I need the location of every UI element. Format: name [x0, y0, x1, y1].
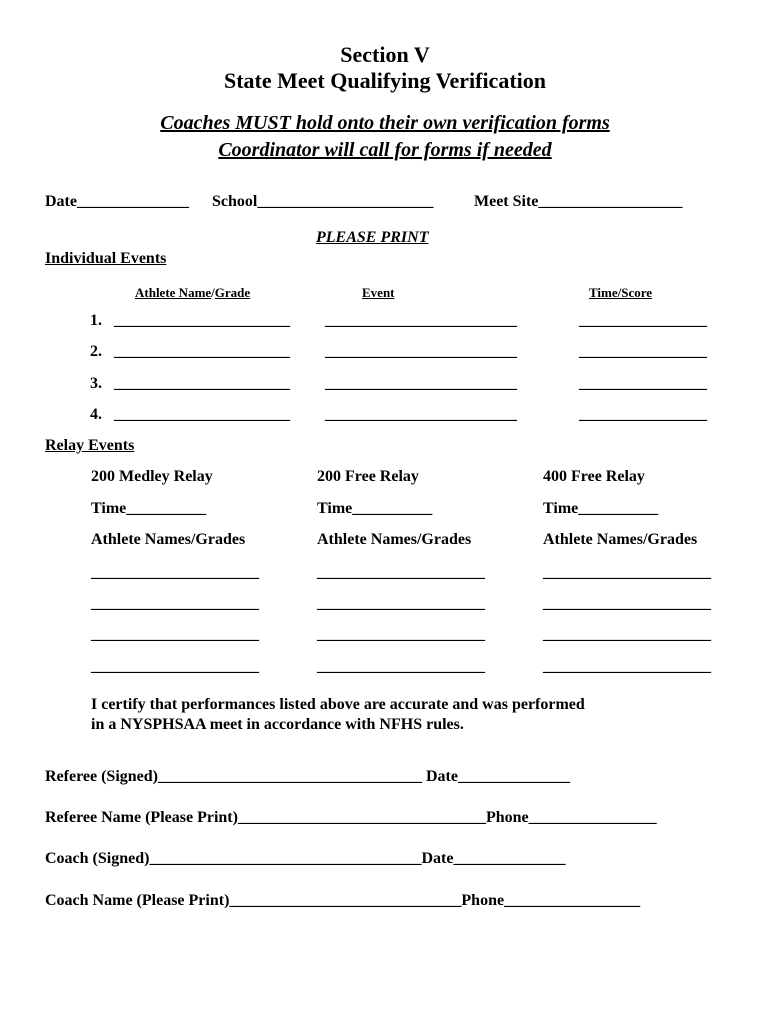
- row-number: 1.: [90, 312, 102, 329]
- coaches-note: Coaches MUST hold onto their own verification forms: [160, 112, 610, 134]
- relay-athlete-field[interactable]: _____________________: [543, 626, 711, 643]
- coach-signed-field[interactable]: Coach (Signed)__________________________________Date______________: [45, 850, 566, 867]
- time-score-field[interactable]: ________________: [579, 312, 707, 329]
- slash-label: /: [211, 285, 215, 300]
- relay-athlete-field[interactable]: _____________________: [317, 658, 485, 675]
- relay-events-heading: Relay Events: [45, 437, 135, 454]
- relay-name: 200 Free Relay: [317, 468, 419, 485]
- certify-line-1: I certify that performances listed above are accurate and was performed: [91, 696, 585, 713]
- relay-athlete-field[interactable]: _____________________: [543, 595, 711, 612]
- relay-athlete-field[interactable]: _____________________: [91, 626, 259, 643]
- relay-athlete-field[interactable]: _____________________: [317, 564, 485, 581]
- relay-time-field[interactable]: Time__________: [317, 500, 433, 517]
- date-field[interactable]: Date______________: [45, 193, 189, 210]
- relay-athlete-field[interactable]: _____________________: [91, 658, 259, 675]
- event-field[interactable]: ________________________: [325, 343, 517, 360]
- athlete-names-label: Athlete Names/Grades: [91, 531, 246, 548]
- time-score-field[interactable]: ________________: [579, 343, 707, 360]
- coordinator-note: Coordinator will call for forms if needed: [218, 139, 552, 161]
- relay-name: 200 Medley Relay: [91, 468, 213, 485]
- referee-signed-field[interactable]: Referee (Signed)_________________________________ Date______________: [45, 768, 570, 785]
- athlete-names-label: Athlete Names/Grades: [317, 531, 472, 548]
- relay-athlete-field[interactable]: _____________________: [91, 595, 259, 612]
- athlete-name-field[interactable]: ______________________: [114, 343, 290, 360]
- coach-name-field[interactable]: Coach Name (Please Print)_____________________________Phone_________________: [45, 892, 641, 909]
- time-score-field[interactable]: ________________: [579, 375, 707, 392]
- please-print-note: PLEASE PRINT: [316, 229, 429, 246]
- relay-name: 400 Free Relay: [543, 468, 645, 485]
- school-field[interactable]: School______________________: [212, 193, 434, 210]
- form-title: State Meet Qualifying Verification: [223, 68, 546, 93]
- certify-line-2: in a NYSPHSAA meet in accordance with NFHS rules.: [91, 716, 464, 733]
- relay-time-field[interactable]: Time__________: [91, 500, 207, 517]
- relay-athlete-field[interactable]: _____________________: [317, 626, 485, 643]
- referee-name-field[interactable]: Referee Name (Please Print)_______________________________Phone________________: [45, 809, 657, 826]
- row-number: 4.: [90, 406, 102, 423]
- athlete-names-label: Athlete Names/Grades: [543, 531, 698, 548]
- individual-events-heading: Individual Events: [45, 250, 167, 267]
- athlete-name-field[interactable]: ______________________: [114, 375, 290, 392]
- event-field[interactable]: ________________________: [325, 406, 517, 423]
- row-number: 2.: [90, 343, 102, 360]
- relay-athlete-field[interactable]: _____________________: [543, 658, 711, 675]
- relay-time-field[interactable]: Time__________: [543, 500, 659, 517]
- relay-athlete-field[interactable]: _____________________: [317, 595, 485, 612]
- event-field[interactable]: ________________________: [325, 312, 517, 329]
- event-header: Event: [362, 285, 395, 300]
- time-score-header: Time/Score: [589, 285, 653, 300]
- meet-site-field[interactable]: Meet Site__________________: [474, 193, 683, 210]
- relay-athlete-field[interactable]: _____________________: [543, 564, 711, 581]
- relay-athlete-field[interactable]: _____________________: [91, 564, 259, 581]
- athlete-name-label: Athlete Name: [135, 285, 212, 300]
- row-number: 3.: [90, 375, 102, 392]
- athlete-name-field[interactable]: ______________________: [114, 406, 290, 423]
- section-title: Section V: [340, 42, 430, 67]
- athlete-grade-header: [135, 285, 250, 301]
- grade-label: Grade: [214, 285, 251, 300]
- time-score-field[interactable]: ________________: [579, 406, 707, 423]
- athlete-name-field[interactable]: ______________________: [114, 312, 290, 329]
- event-field[interactable]: ________________________: [325, 375, 517, 392]
